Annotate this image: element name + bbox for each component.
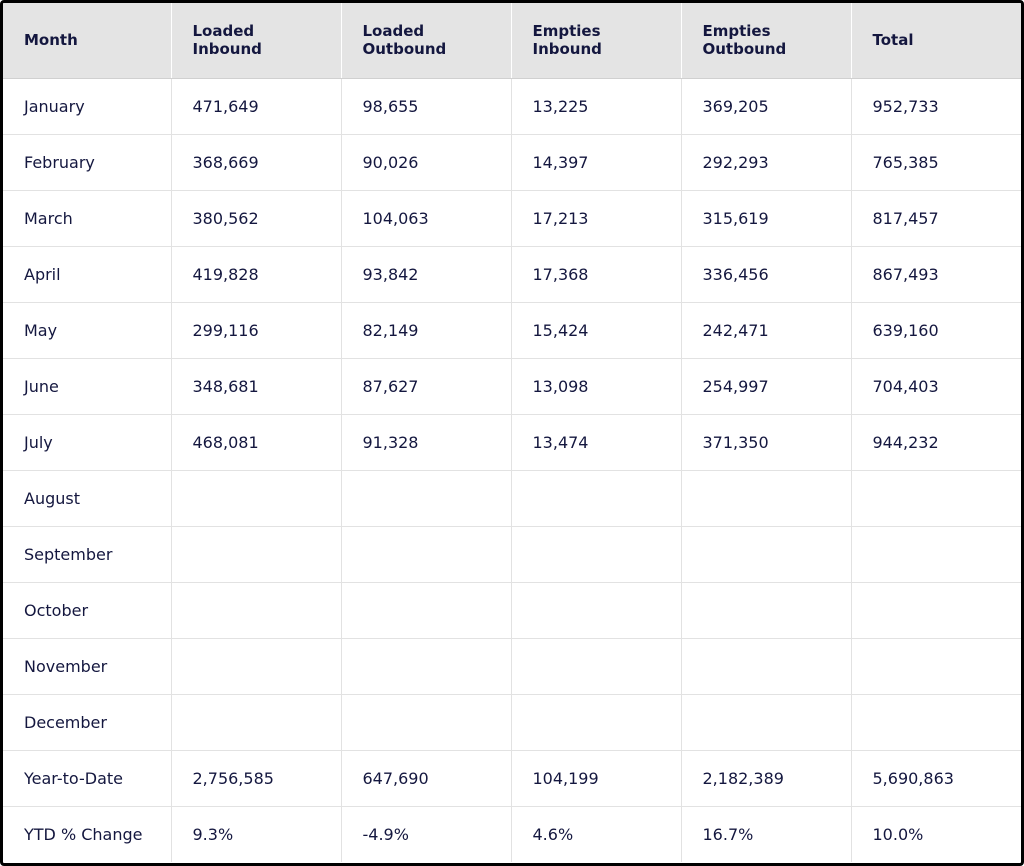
table-row: [3, 246, 1021, 302]
cell-loaded-outbound: 90,026: [341, 134, 511, 190]
cell-empties-outbound: 16.7%: [681, 806, 851, 862]
row-label: October: [3, 582, 171, 638]
column-header-empties-outbound: [681, 3, 851, 78]
column-header-total: [851, 3, 1021, 78]
cell-loaded-inbound: [171, 582, 341, 638]
column-header-text: Inbound: [192, 40, 262, 59]
cell-loaded-outbound: 93,842: [341, 246, 511, 302]
table-row: [3, 526, 1021, 582]
cell-total: 944,232: [851, 414, 1021, 470]
table-row: [3, 190, 1021, 246]
row-label: December: [3, 694, 171, 750]
column-header-text: Outbound: [702, 40, 787, 59]
column-header-text: Inbound: [532, 40, 602, 59]
cell-empties-outbound: 242,471: [681, 302, 851, 358]
cell-empties-outbound: 336,456: [681, 246, 851, 302]
table-body: [3, 78, 1021, 862]
row-label: July: [3, 414, 171, 470]
cell-empties-inbound: 13,225: [511, 78, 681, 134]
cell-empties-inbound: 13,474: [511, 414, 681, 470]
cell-total: 867,493: [851, 246, 1021, 302]
cell-loaded-inbound: [171, 638, 341, 694]
cell-empties-inbound: [511, 694, 681, 750]
cell-total: 10.0%: [851, 806, 1021, 862]
table-row: [3, 134, 1021, 190]
cell-empties-outbound: 315,619: [681, 190, 851, 246]
cell-loaded-inbound: 380,562: [171, 190, 341, 246]
column-header-text: Empties: [532, 22, 601, 41]
column-header-text: Empties: [702, 22, 771, 41]
cell-total: [851, 470, 1021, 526]
row-label: August: [3, 470, 171, 526]
column-header-loaded-outbound: [341, 3, 511, 78]
row-label: September: [3, 526, 171, 582]
cell-empties-outbound: 369,205: [681, 78, 851, 134]
cell-loaded-inbound: [171, 694, 341, 750]
cell-loaded-outbound: [341, 638, 511, 694]
cell-empties-inbound: [511, 526, 681, 582]
cell-empties-outbound: [681, 526, 851, 582]
cell-empties-inbound: 15,424: [511, 302, 681, 358]
cell-loaded-inbound: 419,828: [171, 246, 341, 302]
cell-empties-outbound: 2,182,389: [681, 750, 851, 806]
cell-empties-outbound: [681, 582, 851, 638]
cell-loaded-outbound: 647,690: [341, 750, 511, 806]
table-row: [3, 358, 1021, 414]
cell-total: [851, 582, 1021, 638]
row-label: YTD % Change: [24, 824, 143, 844]
column-header-text: Total: [872, 31, 914, 50]
cell-empties-inbound: [511, 638, 681, 694]
row-label: June: [3, 358, 171, 414]
column-header-text: Loaded: [362, 22, 425, 41]
monthly-volume-table: [3, 3, 1021, 862]
table-row: [3, 806, 1021, 862]
cell-loaded-outbound: [341, 582, 511, 638]
column-header-text: Outbound: [362, 40, 447, 59]
cell-loaded-inbound: 368,669: [171, 134, 341, 190]
cell-loaded-outbound: 87,627: [341, 358, 511, 414]
table-header: [3, 3, 1021, 78]
table-row: [3, 582, 1021, 638]
cell-total: 639,160: [851, 302, 1021, 358]
column-header-month: [3, 3, 171, 78]
cell-empties-inbound: 17,368: [511, 246, 681, 302]
cell-empties-inbound: [511, 470, 681, 526]
cell-empties-outbound: 371,350: [681, 414, 851, 470]
cell-loaded-inbound: 299,116: [171, 302, 341, 358]
header-row: [3, 3, 1021, 78]
cell-total: 765,385: [851, 134, 1021, 190]
column-header-text: Loaded: [192, 22, 255, 41]
cell-loaded-inbound: 348,681: [171, 358, 341, 414]
cell-loaded-outbound: [341, 470, 511, 526]
row-label: January: [3, 78, 171, 134]
column-header-text: Month: [24, 31, 78, 50]
cell-loaded-outbound: 104,063: [341, 190, 511, 246]
cell-loaded-outbound: 82,149: [341, 302, 511, 358]
table-row: [3, 638, 1021, 694]
table-row: [3, 470, 1021, 526]
cell-total: [851, 694, 1021, 750]
cell-loaded-inbound: 468,081: [171, 414, 341, 470]
cell-total: [851, 526, 1021, 582]
cell-empties-outbound: [681, 470, 851, 526]
cell-empties-outbound: [681, 694, 851, 750]
row-label: Year-to-Date: [3, 750, 171, 806]
cell-total: 5,690,863: [851, 750, 1021, 806]
row-label: November: [3, 638, 171, 694]
table-row: [3, 302, 1021, 358]
cell-empties-outbound: [681, 638, 851, 694]
cell-loaded-outbound: [341, 526, 511, 582]
cell-empties-inbound: 4.6%: [511, 806, 681, 862]
table-row: [3, 414, 1021, 470]
cell-empties-inbound: 13,098: [511, 358, 681, 414]
cell-empties-inbound: [511, 582, 681, 638]
cell-loaded-inbound: 2,756,585: [171, 750, 341, 806]
row-label: May: [3, 302, 171, 358]
table-row: [3, 750, 1021, 806]
cell-loaded-inbound: 471,649: [171, 78, 341, 134]
cell-total: 952,733: [851, 78, 1021, 134]
cell-loaded-outbound: 98,655: [341, 78, 511, 134]
table-row: [3, 694, 1021, 750]
cell-total: 704,403: [851, 358, 1021, 414]
row-label: April: [3, 246, 171, 302]
cell-empties-inbound: 104,199: [511, 750, 681, 806]
table-row: [3, 78, 1021, 134]
column-header-loaded-inbound: [171, 3, 341, 78]
cell-loaded-inbound: [171, 526, 341, 582]
cell-total: 817,457: [851, 190, 1021, 246]
cell-loaded-inbound: [171, 470, 341, 526]
cell-empties-inbound: 14,397: [511, 134, 681, 190]
row-label: March: [3, 190, 171, 246]
cell-empties-outbound: 254,997: [681, 358, 851, 414]
cell-loaded-outbound: -4.9%: [341, 806, 511, 862]
cell-empties-outbound: 292,293: [681, 134, 851, 190]
cell-loaded-outbound: [341, 694, 511, 750]
cell-loaded-outbound: 91,328: [341, 414, 511, 470]
cell-total: [851, 638, 1021, 694]
cell-empties-inbound: 17,213: [511, 190, 681, 246]
cell-loaded-inbound: 9.3%: [171, 806, 341, 862]
column-header-empties-inbound: [511, 3, 681, 78]
row-label: February: [3, 134, 171, 190]
